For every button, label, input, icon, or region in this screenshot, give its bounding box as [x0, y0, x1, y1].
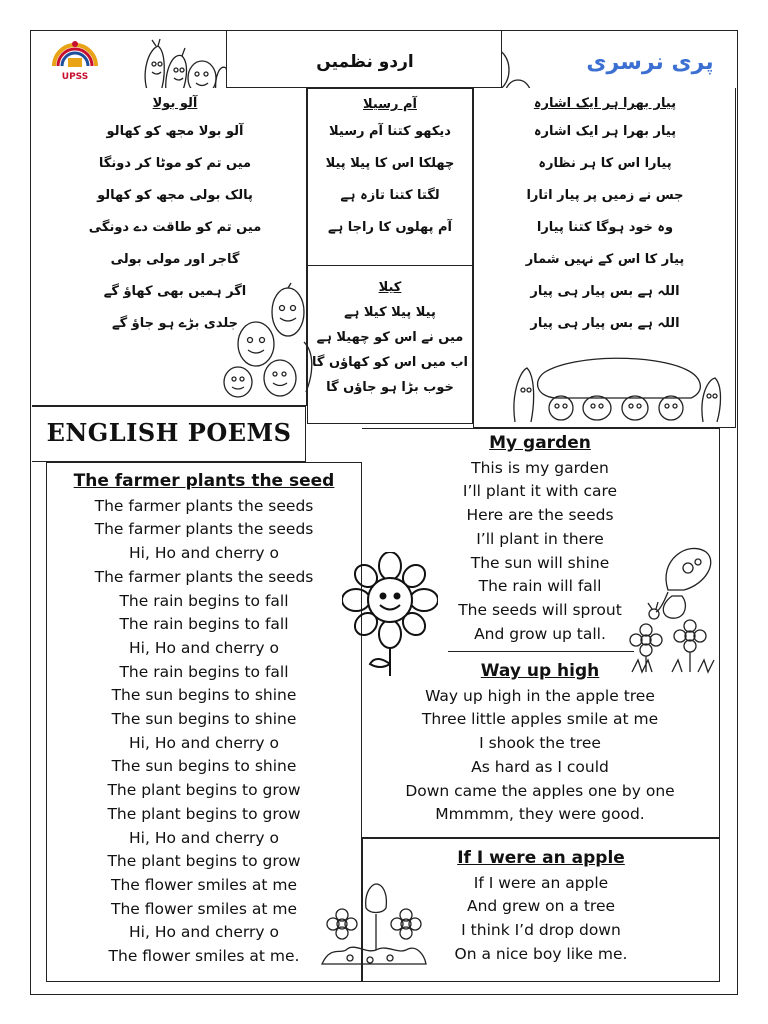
aloo-bukhara-line: اگر ہمیں بھی کھاؤ گے — [103, 284, 247, 299]
apple-poem — [420, 847, 662, 967]
kela-poem — [312, 276, 468, 400]
aam-rasila-line: لگتا کتنا تازہ ہے — [340, 188, 440, 203]
aam-rasila-title: آم رسیلا — [363, 97, 417, 112]
pyar-bhara-title: پیار بھرا ہر ایک اشارہ — [533, 96, 677, 111]
garden-poem-line: The sun will shine — [470, 553, 610, 572]
pyar-bhara-line: اللہ ہے بس پیار ہی پیار — [530, 284, 680, 299]
pyar-bhara-line: پیار کا اس کے نہیں شمار — [525, 252, 685, 267]
way-up-high-line: Mmmmm, they were good. — [435, 805, 645, 824]
apple-poem-line: And grew on a tree — [466, 897, 616, 916]
english-poems-heading: ENGLISH POEMS — [46, 418, 292, 447]
way-up-high-line: Way up high in the apple tree — [425, 686, 655, 705]
vegetables-doodle-right — [505, 352, 727, 424]
logo-text: UPSS — [61, 72, 89, 82]
aam-rasila-line: دیکھو کتنا آم رسیلا — [329, 124, 451, 139]
garden-poem-line: Here are the seeds — [466, 506, 614, 525]
urdu-poems-title: اردو نظمیں — [316, 52, 414, 72]
kela-line: خوب بڑا ہو جاؤں گا — [326, 380, 454, 395]
way-up-high-line: Down came the apples one by one — [405, 781, 675, 800]
garden-poem-line: I’ll plant in there — [476, 529, 604, 548]
aam-rasila-line: آم پھلوں کا راجا ہے — [328, 220, 452, 235]
aloo-bukhara-line: جلدی بڑے ہو جاؤ گے — [111, 316, 239, 331]
farmer-poem-line: Hi, Ho and cherry o — [129, 733, 279, 752]
way-up-high-line: As hard as I could — [471, 757, 609, 776]
way-up-high-title: Way up high — [480, 661, 600, 681]
garden-poem-line: The seeds will sprout — [458, 600, 622, 619]
pyar-bhara-line: وہ خود ہوگا کتنا پیارا — [536, 220, 674, 235]
farmer-poem-line: The sun begins to shine — [111, 710, 297, 729]
kela-line: پیلا پیلا کیلا ہے — [344, 305, 436, 320]
farmer-poem-line: The sun begins to shine — [111, 757, 297, 776]
farmer-poem-line: The plant begins to grow — [107, 852, 301, 871]
school-logo — [46, 36, 104, 86]
kela-line: اب میں اس کو کھاؤں گا — [312, 355, 468, 370]
garden-poem — [440, 432, 640, 646]
pyar-bhara-line: پیارا اس کا ہر نظارہ — [538, 156, 672, 171]
farmer-poem-line: The farmer plants the seeds — [94, 496, 314, 515]
fruits-doodle-left — [218, 282, 318, 402]
pyar-bhara-line: پیار بھرا ہر ایک اشارہ — [533, 124, 677, 139]
pre-nursery-title: پری نرسری — [586, 50, 714, 75]
farmer-poem-line: The plant begins to grow — [107, 804, 301, 823]
farmer-poem-line: The rain begins to fall — [119, 615, 289, 634]
aloo-bukhara-title: آلو بولا — [152, 96, 198, 111]
way-up-high-poem — [380, 660, 700, 827]
garden-divider — [448, 651, 634, 652]
apple-poem-line: On a nice boy like me. — [454, 944, 628, 963]
aloo-bukhara-line: آلو بولا مجھ کو کھالو — [106, 124, 244, 139]
farmer-poem-line: The rain begins to fall — [119, 662, 289, 681]
pyar-bhara-line: جس نے زمیں پر پیار اتارا — [526, 188, 684, 203]
apple-poem-line: I think I’d drop down — [461, 921, 621, 940]
kela-title: کیلا — [378, 280, 402, 295]
farmer-poem-line: Hi, Ho and cherry o — [129, 923, 279, 942]
farmer-poem-line: Hi, Ho and cherry o — [129, 544, 279, 563]
garden-poem-line: I’ll plant it with care — [462, 482, 618, 501]
garden-poem-title: My garden — [489, 433, 591, 453]
garden-poem-line: This is my garden — [471, 458, 609, 477]
farmer-poem-line: The farmer plants the seeds — [94, 567, 314, 586]
farmer-poem-line: The flower smiles at me — [111, 899, 297, 918]
farmer-poem-line: Hi, Ho and cherry o — [129, 638, 279, 657]
aloo-bukhara-line: میں تم کو موٹا کر دونگا — [98, 156, 252, 171]
farmer-poem-line: The sun begins to shine — [111, 686, 297, 705]
farmer-poem-line: The farmer plants the seeds — [94, 520, 314, 539]
butterfly-flowers-doodle — [628, 540, 720, 674]
farmer-poem-line: The flower smiles at me — [111, 875, 297, 894]
apple-poem-line: If I were an apple — [473, 873, 609, 892]
aam-rasila-poem — [312, 94, 468, 244]
tulip-flowers-doodle — [320, 880, 428, 966]
smiling-flower-doodle — [342, 552, 438, 678]
aloo-bukhara-line: پالک بولی مجھ کو کھالو — [97, 188, 253, 203]
garden-poem-line: The rain will fall — [478, 577, 602, 596]
aloo-bukhara-line: میں تم کو طاقت دے دونگی — [88, 220, 262, 235]
way-up-high-line: I shook the tree — [479, 734, 601, 753]
apple-poem-title: If I were an apple — [457, 848, 625, 868]
farmer-poem-line: The plant begins to grow — [107, 781, 301, 800]
farmer-poem-line: Hi, Ho and cherry o — [129, 828, 279, 847]
farmer-poem-title: The farmer plants the seed — [73, 471, 335, 491]
farmer-poem-line: The flower smiles at me. — [108, 947, 300, 966]
way-up-high-line: Three little apples smile at me — [421, 710, 659, 729]
farmer-poem — [48, 470, 360, 969]
garden-poem-line: And grow up tall. — [474, 624, 606, 643]
farmer-poem-line: The rain begins to fall — [119, 591, 289, 610]
aam-rasila-line: چھلکا اس کا پیلا پیلا — [325, 156, 455, 171]
kela-line: میں نے اس کو چھیلا ہے — [316, 330, 464, 345]
pyar-bhara-poem — [490, 92, 720, 340]
aloo-bukhara-line: گاجر اور مولی بولی — [110, 252, 240, 267]
pyar-bhara-line: اللہ ہے بس پیار ہی پیار — [530, 316, 680, 331]
